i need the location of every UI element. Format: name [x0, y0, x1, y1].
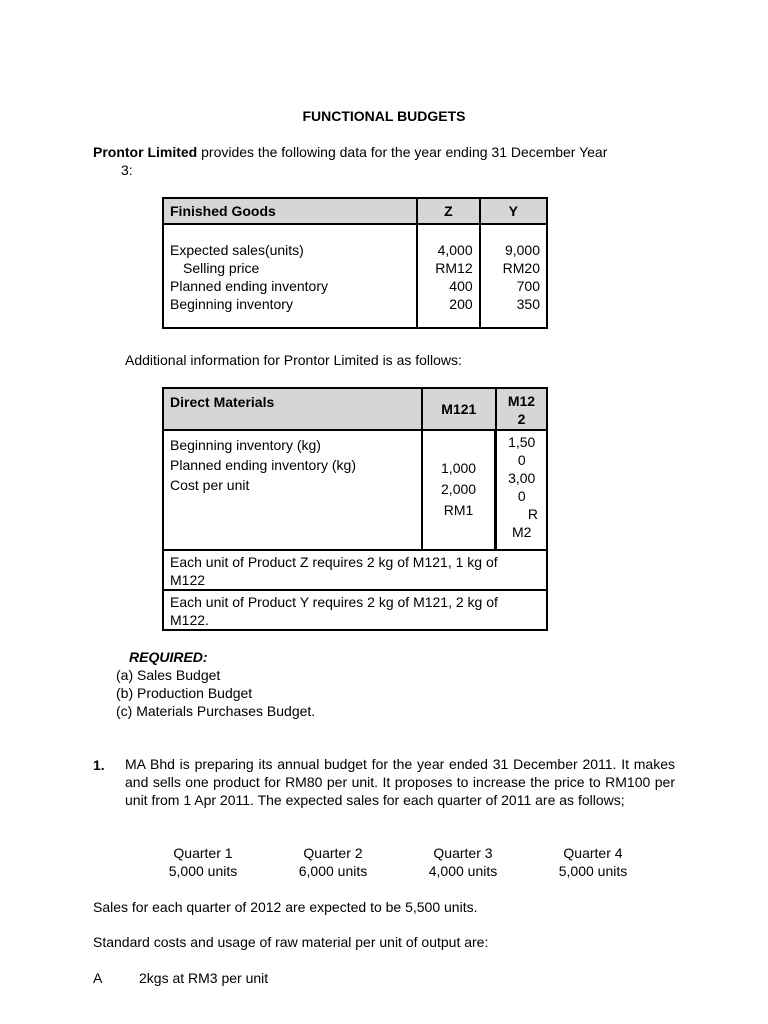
- required-item-production-budget: (b) Production Budget: [116, 685, 253, 701]
- note-z-line-1: Each unit of Product Z requires 2 kg of M121, 1 kg of: [170, 554, 498, 570]
- quarter-4-units: 5,000 units: [558, 863, 628, 879]
- z-expected-sales: 4,000: [437, 242, 473, 258]
- finished-goods-table: [162, 197, 548, 329]
- finished-goods-labels: [163, 224, 417, 328]
- label-selling-price: Selling price: [183, 260, 260, 276]
- product-z-header: Z: [417, 198, 480, 224]
- company-name: Prontor Limited: [93, 144, 198, 160]
- y-expected-sales: 9,000: [504, 242, 540, 258]
- quarter-1-units: 5,000 units: [168, 863, 238, 879]
- y-selling-price: RM20: [502, 260, 540, 276]
- intro-line-1: [93, 144, 607, 160]
- m122-header-line-1: M12: [507, 393, 536, 409]
- m121-planned-ending-inventory: 2,000: [441, 481, 477, 497]
- intro-line-2: 3:: [121, 162, 133, 178]
- z-beginning-inventory: 200: [449, 296, 473, 312]
- direct-materials-labels: [163, 430, 422, 550]
- material-a-label: A: [93, 970, 103, 986]
- m121-cost-per-unit: RM1: [443, 502, 474, 518]
- question-number: 1.: [93, 757, 105, 773]
- quarter-3-label: Quarter 3: [433, 845, 493, 861]
- required-item-materials-purchases-budget: (c) Materials Purchases Budget.: [116, 703, 316, 719]
- m122-header: [496, 388, 547, 430]
- note-y-line-2: M122.: [170, 612, 209, 628]
- intro-text: provides the following data for the year ending 31 December Year: [197, 144, 608, 160]
- m122-value-part-6: M2: [512, 524, 532, 540]
- quarter-3-units: 4,000 units: [428, 863, 498, 879]
- m121-values: [422, 430, 496, 550]
- standard-costs-text: Standard costs and usage of raw material per unit of output are:: [93, 934, 489, 950]
- label-expected-sales: Expected sales(units): [170, 242, 304, 258]
- question-paragraph: MA Bhd is preparing its annual budget for the year ended 31 December 2011. It makes and sells one product for RM80 per unit. It proposes to increase the price to RM100 per unit from 1 Apr 2011. The expected sales for each quarter of 2011 are as follows;: [125, 756, 675, 808]
- m122-value-part-5: R: [527, 506, 538, 522]
- note-y-line-1: Each unit of Product Y requires 2 kg of M121, 2 kg of: [170, 594, 498, 610]
- note-product-z: [163, 550, 547, 590]
- m122-value-part-4: 0: [517, 488, 526, 504]
- finished-goods-header: Finished Goods: [163, 198, 417, 224]
- direct-materials-table: [162, 387, 548, 631]
- document-title: FUNCTIONAL BUDGETS: [302, 108, 466, 124]
- product-z-values: [417, 224, 480, 328]
- note-product-y: [163, 590, 547, 630]
- z-planned-ending-inventory: 400: [449, 278, 473, 294]
- sales-2012-text: Sales for each quarter of 2012 are expected to be 5,500 units.: [93, 899, 478, 915]
- additional-info-text: Additional information for Prontor Limited is as follows:: [125, 352, 462, 368]
- label-beginning-inventory: Beginning inventory: [170, 296, 293, 312]
- m122-value-part-3: 3,00: [508, 470, 536, 486]
- material-a-text: 2kgs at RM3 per unit: [139, 970, 269, 986]
- direct-materials-header: Direct Materials: [163, 388, 422, 430]
- product-y-header: Y: [480, 198, 547, 224]
- quarter-1-label: Quarter 1: [173, 845, 233, 861]
- m122-values: [496, 430, 547, 550]
- note-z-line-2: M122: [170, 572, 206, 588]
- label-planned-ending-inventory: Planned ending inventory: [170, 278, 329, 294]
- label-dm-beginning-inventory: Beginning inventory (kg): [170, 437, 321, 453]
- quarter-2-label: Quarter 2: [303, 845, 363, 861]
- m122-value-part-2: 0: [517, 452, 526, 468]
- quarter-units-row: [138, 863, 678, 879]
- m122-value-part-1: 1,50: [508, 434, 536, 450]
- required-item-sales-budget: (a) Sales Budget: [116, 667, 221, 683]
- m122-header-line-2: 2: [517, 411, 526, 427]
- z-selling-price: RM12: [435, 260, 473, 276]
- quarter-4-label: Quarter 4: [563, 845, 623, 861]
- y-planned-ending-inventory: 700: [516, 278, 540, 294]
- quarter-labels-row: [138, 845, 678, 861]
- m121-beginning-inventory: 1,000: [441, 460, 477, 476]
- m121-header: M121: [422, 388, 496, 430]
- label-dm-cost-per-unit: Cost per unit: [170, 477, 250, 493]
- label-dm-planned-ending-inventory: Planned ending inventory (kg): [170, 457, 357, 473]
- quarter-2-units: 6,000 units: [298, 863, 368, 879]
- required-heading: REQUIRED:: [129, 649, 208, 665]
- product-y-values: [480, 224, 547, 328]
- y-beginning-inventory: 350: [516, 296, 540, 312]
